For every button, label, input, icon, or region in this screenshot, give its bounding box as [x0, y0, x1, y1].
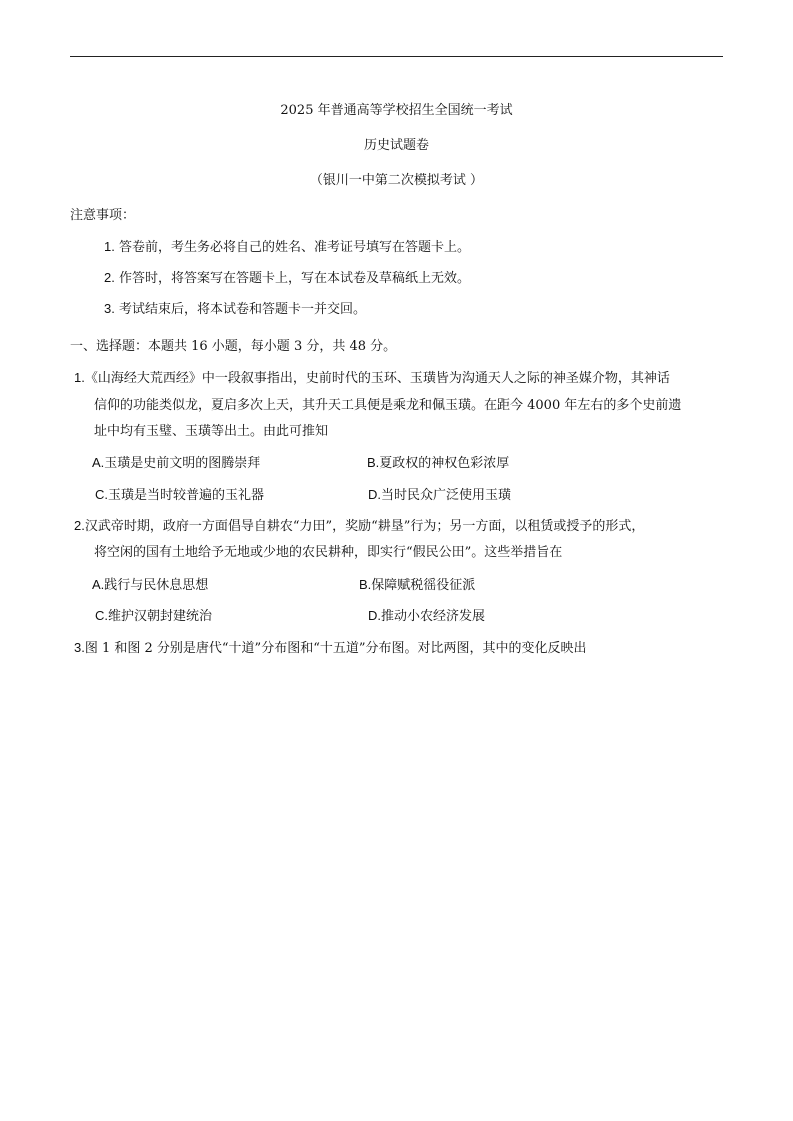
- question-2-line: [74, 517, 644, 536]
- notice-item-number: 1.: [104, 239, 115, 254]
- option-label: B.: [359, 577, 372, 592]
- option-text: 当时民众广泛使用玉璜: [381, 488, 512, 503]
- option-text: 推动小农经济发展: [381, 609, 486, 624]
- question-text: 信仰的功能类似龙，夏启多次上天，其升天工具便是乘龙和佩玉璜。在距今 4000 年左右的多个史前遗: [94, 398, 682, 413]
- notice-item-text: 作答时，将答案写在答题卡上，写在本试卷及草稿纸上无效。: [118, 271, 470, 286]
- exam-subject: 历史试题卷: [363, 138, 429, 153]
- option-text: 玉璜是史前文明的图腾崇拜: [104, 456, 261, 471]
- option-b[interactable]: [359, 576, 475, 595]
- question-number: 1.: [74, 370, 85, 385]
- question-text: 址中均有玉璧、玉璜等出土。由此可推知: [94, 424, 329, 439]
- notice-item-text: 考试结束后，将本试卷和答题卡一并交回。: [118, 302, 366, 317]
- question-number: 3.: [74, 640, 85, 655]
- option-label: C.: [95, 608, 108, 623]
- option-label: D.: [368, 487, 381, 502]
- option-label: D.: [368, 608, 381, 623]
- option-c[interactable]: [95, 486, 264, 505]
- question-text: 汉武帝时期，政府一方面倡导自耕农“力田”，奖励“耕垦”行为；另一方面，以租赁或授予的形式，: [84, 519, 645, 534]
- option-a[interactable]: [92, 576, 208, 595]
- notice-item-number: 3.: [104, 301, 115, 316]
- exam-title: 2025 年普通高等学校招生全国统一考试: [280, 103, 513, 118]
- notice-heading: 注意事项：: [70, 208, 136, 223]
- option-a[interactable]: [92, 454, 260, 473]
- question-text: 将空闲的国有土地给予无地或少地的农民耕种，即实行“假民公田”。这些举措旨在: [94, 545, 563, 560]
- notice-item: [104, 269, 470, 288]
- question-3-line: [74, 639, 587, 658]
- notice-item-number: 2.: [104, 270, 115, 285]
- question-text: 图 1 和图 2 分别是唐代“十道”分布图和“十五道”分布图。对比两图，其中的变化反映出: [84, 641, 587, 656]
- option-text: 践行与民休息思想: [104, 578, 209, 593]
- option-label: A.: [92, 577, 105, 592]
- exam-subtitle: （银川一中第二次模拟考试 ）: [309, 173, 484, 188]
- option-label: C.: [95, 487, 108, 502]
- notice-item-text: 答卷前，考生务必将自己的姓名、准考证号填写在答题卡上。: [118, 240, 470, 255]
- option-b[interactable]: [367, 454, 509, 473]
- option-text: 玉璜是当时较普遍的玉礼器: [108, 488, 265, 503]
- option-label: A.: [92, 455, 105, 470]
- question-text: 《山海经大荒西经》中一段叙事指出，史前时代的玉环、玉璜皆为沟通天人之际的神圣媒介物，其神话: [84, 371, 670, 386]
- question-1-line: [74, 369, 670, 388]
- option-d[interactable]: [368, 607, 485, 626]
- option-text: 维护汉朝封建统治: [108, 609, 213, 624]
- option-text: 保障赋税徭役征派: [371, 578, 476, 593]
- option-text: 夏政权的神权色彩浓厚: [379, 456, 510, 471]
- option-c[interactable]: [95, 607, 212, 626]
- notice-item: [104, 238, 470, 257]
- section-heading: 一、选择题：本题共 16 小题，每小题 3 分，共 48 分。: [70, 339, 397, 354]
- notice-item: [104, 300, 366, 319]
- header-rule: [70, 56, 723, 57]
- question-number: 2.: [74, 518, 85, 533]
- option-label: B.: [367, 455, 380, 470]
- option-d[interactable]: [368, 486, 511, 505]
